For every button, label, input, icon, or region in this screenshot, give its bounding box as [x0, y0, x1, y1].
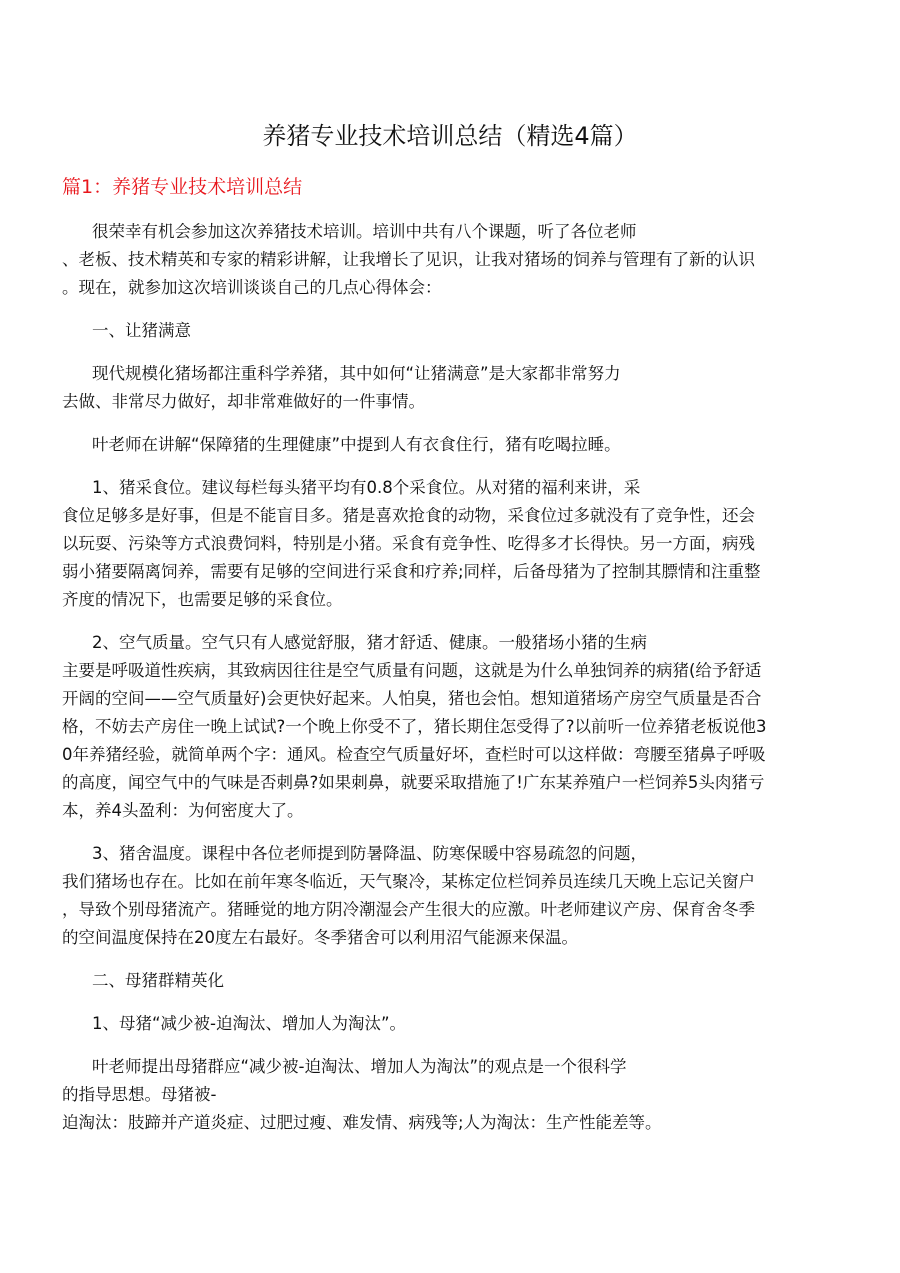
paragraph — [62, 967, 842, 995]
paragraph-line: 。现在，就参加这次培训谈谈自己的几点心得体会： — [62, 278, 442, 297]
paragraph-line: 1、猪采食位。建议每栏每头猪平均有0.8个采食位。从对猪的福利来讲，采 — [92, 478, 641, 497]
paragraph-line: 食位足够多是好事，但是不能盲目多。猪是喜欢抢食的动物，采食位过多就没有了竞争性，还会 — [62, 506, 755, 525]
paragraph-line: 、老板、技术精英和专家的精彩讲解，让我增长了见识，让我对猪场的饲养与管理有了新的认识 — [62, 250, 755, 269]
document-body — [62, 218, 842, 1152]
paragraph-line: 2、空气质量。空气只有人感觉舒服，猪才舒适、健康。一般猪场小猪的生病 — [92, 633, 647, 652]
paragraph — [62, 1053, 842, 1137]
paragraph-line: 的空间温度保持在20度左右最好。冬季猪舍可以利用沼气能源来保温。 — [62, 928, 578, 947]
paragraph-line: 的指导思想。母猪被- — [62, 1085, 217, 1104]
paragraph-line: 现代规模化猪场都注重科学养猪，其中如何“让猪满意”是大家都非常努力 — [92, 364, 621, 383]
paragraph-line: 迫淘汰：肢蹄并产道炎症、过肥过瘦、难发情、病残等;人为淘汰：生产性能差等。 — [62, 1113, 662, 1132]
paragraph-line: 我们猪场也存在。比如在前年寒冬临近，天气聚冷，某栋定位栏饲养员连续几天晚上忘记关窗户 — [62, 872, 755, 891]
paragraph-line: 叶老师在讲解“保障猪的生理健康”中提到人有衣食住行，猪有吃喝拉睡。 — [92, 435, 621, 454]
paragraph-line: 以玩耍、污染等方式浪费饲料，特别是小猪。采食有竞争性、吃得多才长得快。另一方面，病残 — [62, 534, 755, 553]
paragraph-line: ，导致个别母猪流产。猪睡觉的地方阴冷潮湿会产生很大的应激。叶老师建议产房、保育舍冬季 — [62, 900, 755, 919]
paragraph-line: 本，养4头盈利：为何密度大了。 — [62, 801, 304, 820]
paragraph — [62, 360, 842, 416]
paragraph-line: 齐度的情况下，也需要足够的采食位。 — [62, 590, 343, 609]
paragraph-line: 格，不妨去产房住一晚上试试?一个晚上你受不了，猪长期住怎受得了?以前听一位养猪老板说他3 — [62, 717, 767, 736]
paragraph-line: 一、让猪满意 — [92, 321, 191, 340]
paragraph — [62, 1010, 842, 1038]
paragraph — [62, 218, 842, 302]
paragraph — [62, 474, 842, 614]
document-title: 养猪专业技术培训总结（精选4篇） — [262, 122, 638, 150]
paragraph — [62, 431, 842, 459]
paragraph — [62, 317, 842, 345]
paragraph-line: 二、母猪群精英化 — [92, 971, 224, 990]
paragraph — [62, 840, 842, 952]
paragraph-line: 0年养猪经验，就简单两个字：通风。检查空气质量好坏，查栏时可以这样做：弯腰至猪鼻子呼吸 — [62, 745, 766, 764]
paragraph-line: 弱小猪要隔离饲养，需要有足够的空间进行采食和疗养;同样，后备母猪为了控制其膘情和注重整 — [62, 562, 761, 581]
paragraph-line: 的高度，闻空气中的气味是否刺鼻?如果刺鼻，就要采取措施了!广东某养殖户一栏饲养5头肉猪亏 — [62, 773, 765, 792]
paragraph-line: 开阔的空间——空气质量好)会更快好起来。人怕臭，猪也会怕。想知道猪场产房空气质量是否合 — [62, 689, 762, 708]
paragraph-line: 去做、非常尽力做好，却非常难做好的一件事情。 — [62, 392, 425, 411]
section-heading: 篇1：养猪专业技术培训总结 — [62, 176, 303, 198]
paragraph-line: 很荣幸有机会参加这次养猪技术培训。培训中共有八个课题，听了各位老师 — [92, 222, 637, 241]
paragraph-line: 3、猪舍温度。课程中各位老师提到防暑降温、防寒保暖中容易疏忽的问题， — [92, 844, 647, 863]
paragraph — [62, 629, 842, 825]
paragraph-line: 叶老师提出母猪群应“减少被-迫淘汰、增加人为淘汰”的观点是一个很科学 — [92, 1057, 627, 1076]
paragraph-line: 主要是呼吸道性疾病，其致病因往往是空气质量有问题，这就是为什么单独饲养的病猪(给予舒适 — [62, 661, 762, 680]
paragraph-line: 1、母猪“减少被-迫淘汰、增加人为淘汰”。 — [92, 1014, 407, 1033]
